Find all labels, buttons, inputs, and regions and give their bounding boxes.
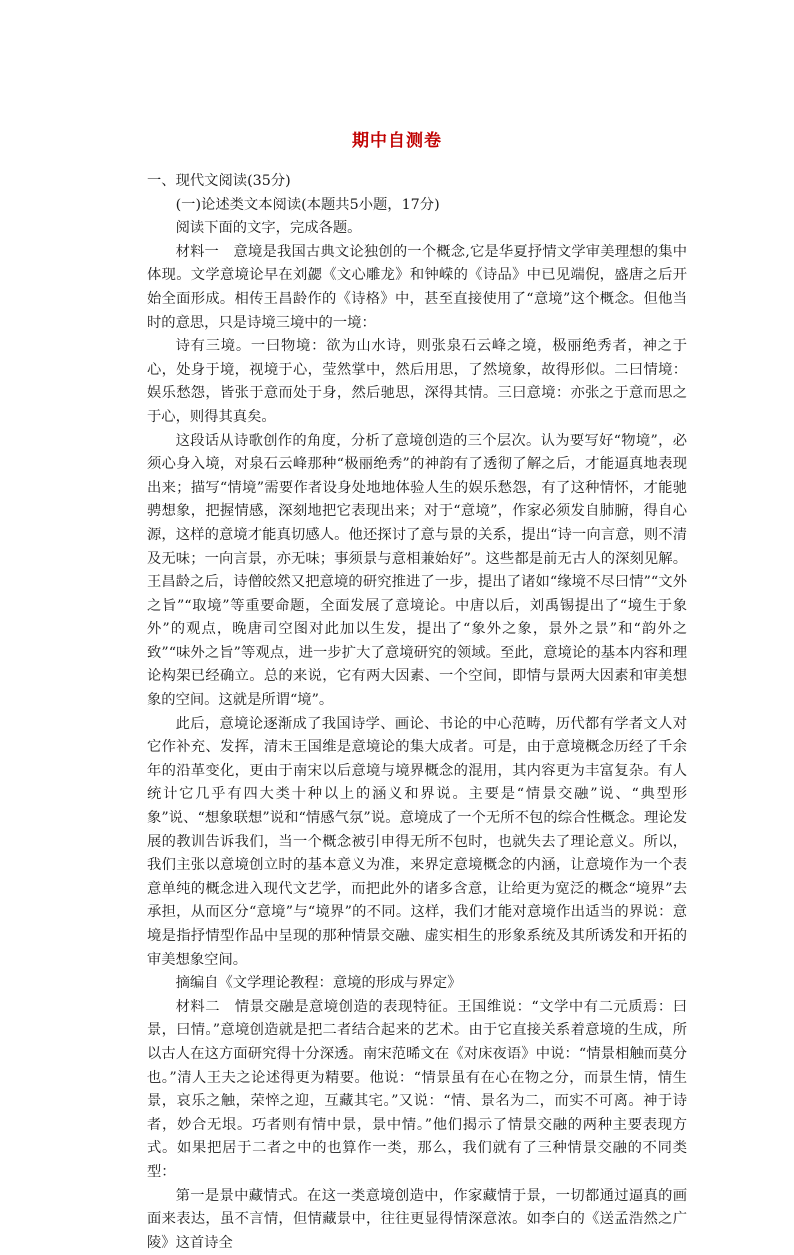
paragraph: 这段话从诗歌创作的角度，分析了意境创造的三个层次。认为要写好“物境”，必须心身入境，对泉石云峰那种“极丽绝秀”的神韵有了透彻了解之后，才能逼真地表现出来；描写“情境”需要作者设身处地地体验人生的娱乐愁怨，有了这种情怀，才能驰骋想象，把握情感，深刻地把它表现出来；对于“意境”，作家必须发自肺腑，得自心源，这样的意境才能真切感人。他还探讨了意与景的关系，提出“诗一向言意，则不清及无味；一向言景，亦无味；事须景与意相兼始好”。这些都是前无古人的深刻见解。王昌龄之后，诗僧皎然又把意境的研究推进了一步，提出了诸如“缘境不尽曰情”“文外之旨”“取境”等重要命题，全面发展了意境论。中唐以后，刘禹锡提出了“境生于象外”的观点，晚唐司空图对此加以生发，提出了“象外之象，景外之景”和“韵外之致”“味外之旨”等观点，进一步扩大了意境研究的领域。至此，意境论的基本内容和理论构架已经确立。总的来说，它有两大因素、一个空间，即情与景两大因素和审美想象的空间。这就是所谓“境”。 — [147, 432, 687, 709]
document-body — [147, 170, 687, 1255]
paragraph: 材料二 情景交融是意境创造的表现特征。王国维说：“文学中有二元质焉：曰景，曰情。”意境创造就是把二者结合起来的艺术。由于它直接关系着意境的生成，所以古人在这方面研究得十分深透。南宋范晞文在《对床夜语》中说：“情景相触而莫分也。”清人王夫之论述得更为精要。他说：“情景虽有在心在物之分，而景生情，情生景，哀乐之触，荣悴之迎，互藏其宅。”又说：“情、景名为二，而实不可离。神于诗者，妙合无垠。巧者则有情中景，景中情。”他们揭示了情景交融的两种主要表现方式。如果把居于二者之中的也算作一类，那么，我们就有了三种情景交融的不同类型： — [147, 998, 687, 1180]
page-title: 期中自测卷 — [352, 131, 442, 151]
instruction-text: 阅读下面的文字，完成各题。 — [175, 220, 362, 237]
subsection-heading: (一)论述类文本阅读(本题共5小题，17分) — [175, 196, 440, 213]
paragraph: 材料一 意境是我国古典文论独创的一个概念,它是华夏抒情文学审美理想的集中体现。文学意境论早在刘勰《文心雕龙》和钟嵘的《诗品》中已见端倪，盛唐之后开始全面形成。相传王昌龄作的《诗格》中，甚至直接使用了“意境”这个概念。但他当时的意思，只是诗境三境中的一境： — [147, 243, 687, 331]
paragraph: 此后，意境论逐渐成了我国诗学、画论、书论的中心范畴，历代都有学者文人对它作补充、发挥，清末王国维是意境论的集大成者。可是，由于意境概念历经了千余年的沿革变化，更由于南宋以后意境与境界概念的混用，其内容更为丰富复杂。有人统计它几乎有四大类十种以上的涵义和界说。主要是“情景交融”说、“典型形象”说、“想象联想”说和“情感气氛”说。意境成了一个无所不包的综合性概念。理论发展的教训告诉我们，当一个概念被引申得无所不包时，也就失去了理论意义。所以，我们主张以意境创立时的基本意义为准，来界定意境概念的内涵，让意境作为一个表意单纯的概念进入现代文艺学，而把此外的诸多含意，让给更为宽泛的概念“境界”去承担，从而区分“意境”与“境界”的不同。这样，我们才能对意境作出适当的界说：意境是指抒情型作品中呈现的那种情景交融、虚实相生的形象系统及其所诱发和开拓的审美想象空间。 — [147, 715, 687, 968]
source-citation: 摘编自《文学理论教程：意境的形成与界定》 — [175, 975, 462, 992]
paragraph: 诗有三境。一曰物境：欲为山水诗，则张泉石云峰之境，极丽绝秀者，神之于心，处身于境，视境于心，莹然掌中，然后用思，了然境象，故得形似。二曰情境：娱乐愁怨，皆张于意而处于身，然后驰思，深得其情。三曰意境：亦张之于意而思之于心，则得其真矣。 — [147, 338, 687, 425]
paragraph: 第一是景中藏情式。在这一类意境创造中，作家藏情于景，一切都通过逼真的画面来表达，虽不言情，但情藏景中，往往更显得情深意浓。如李白的《送孟浩然之广陵》这首诗全 — [147, 1187, 687, 1251]
section-heading: 一、现代文阅读(35分) — [147, 173, 291, 189]
